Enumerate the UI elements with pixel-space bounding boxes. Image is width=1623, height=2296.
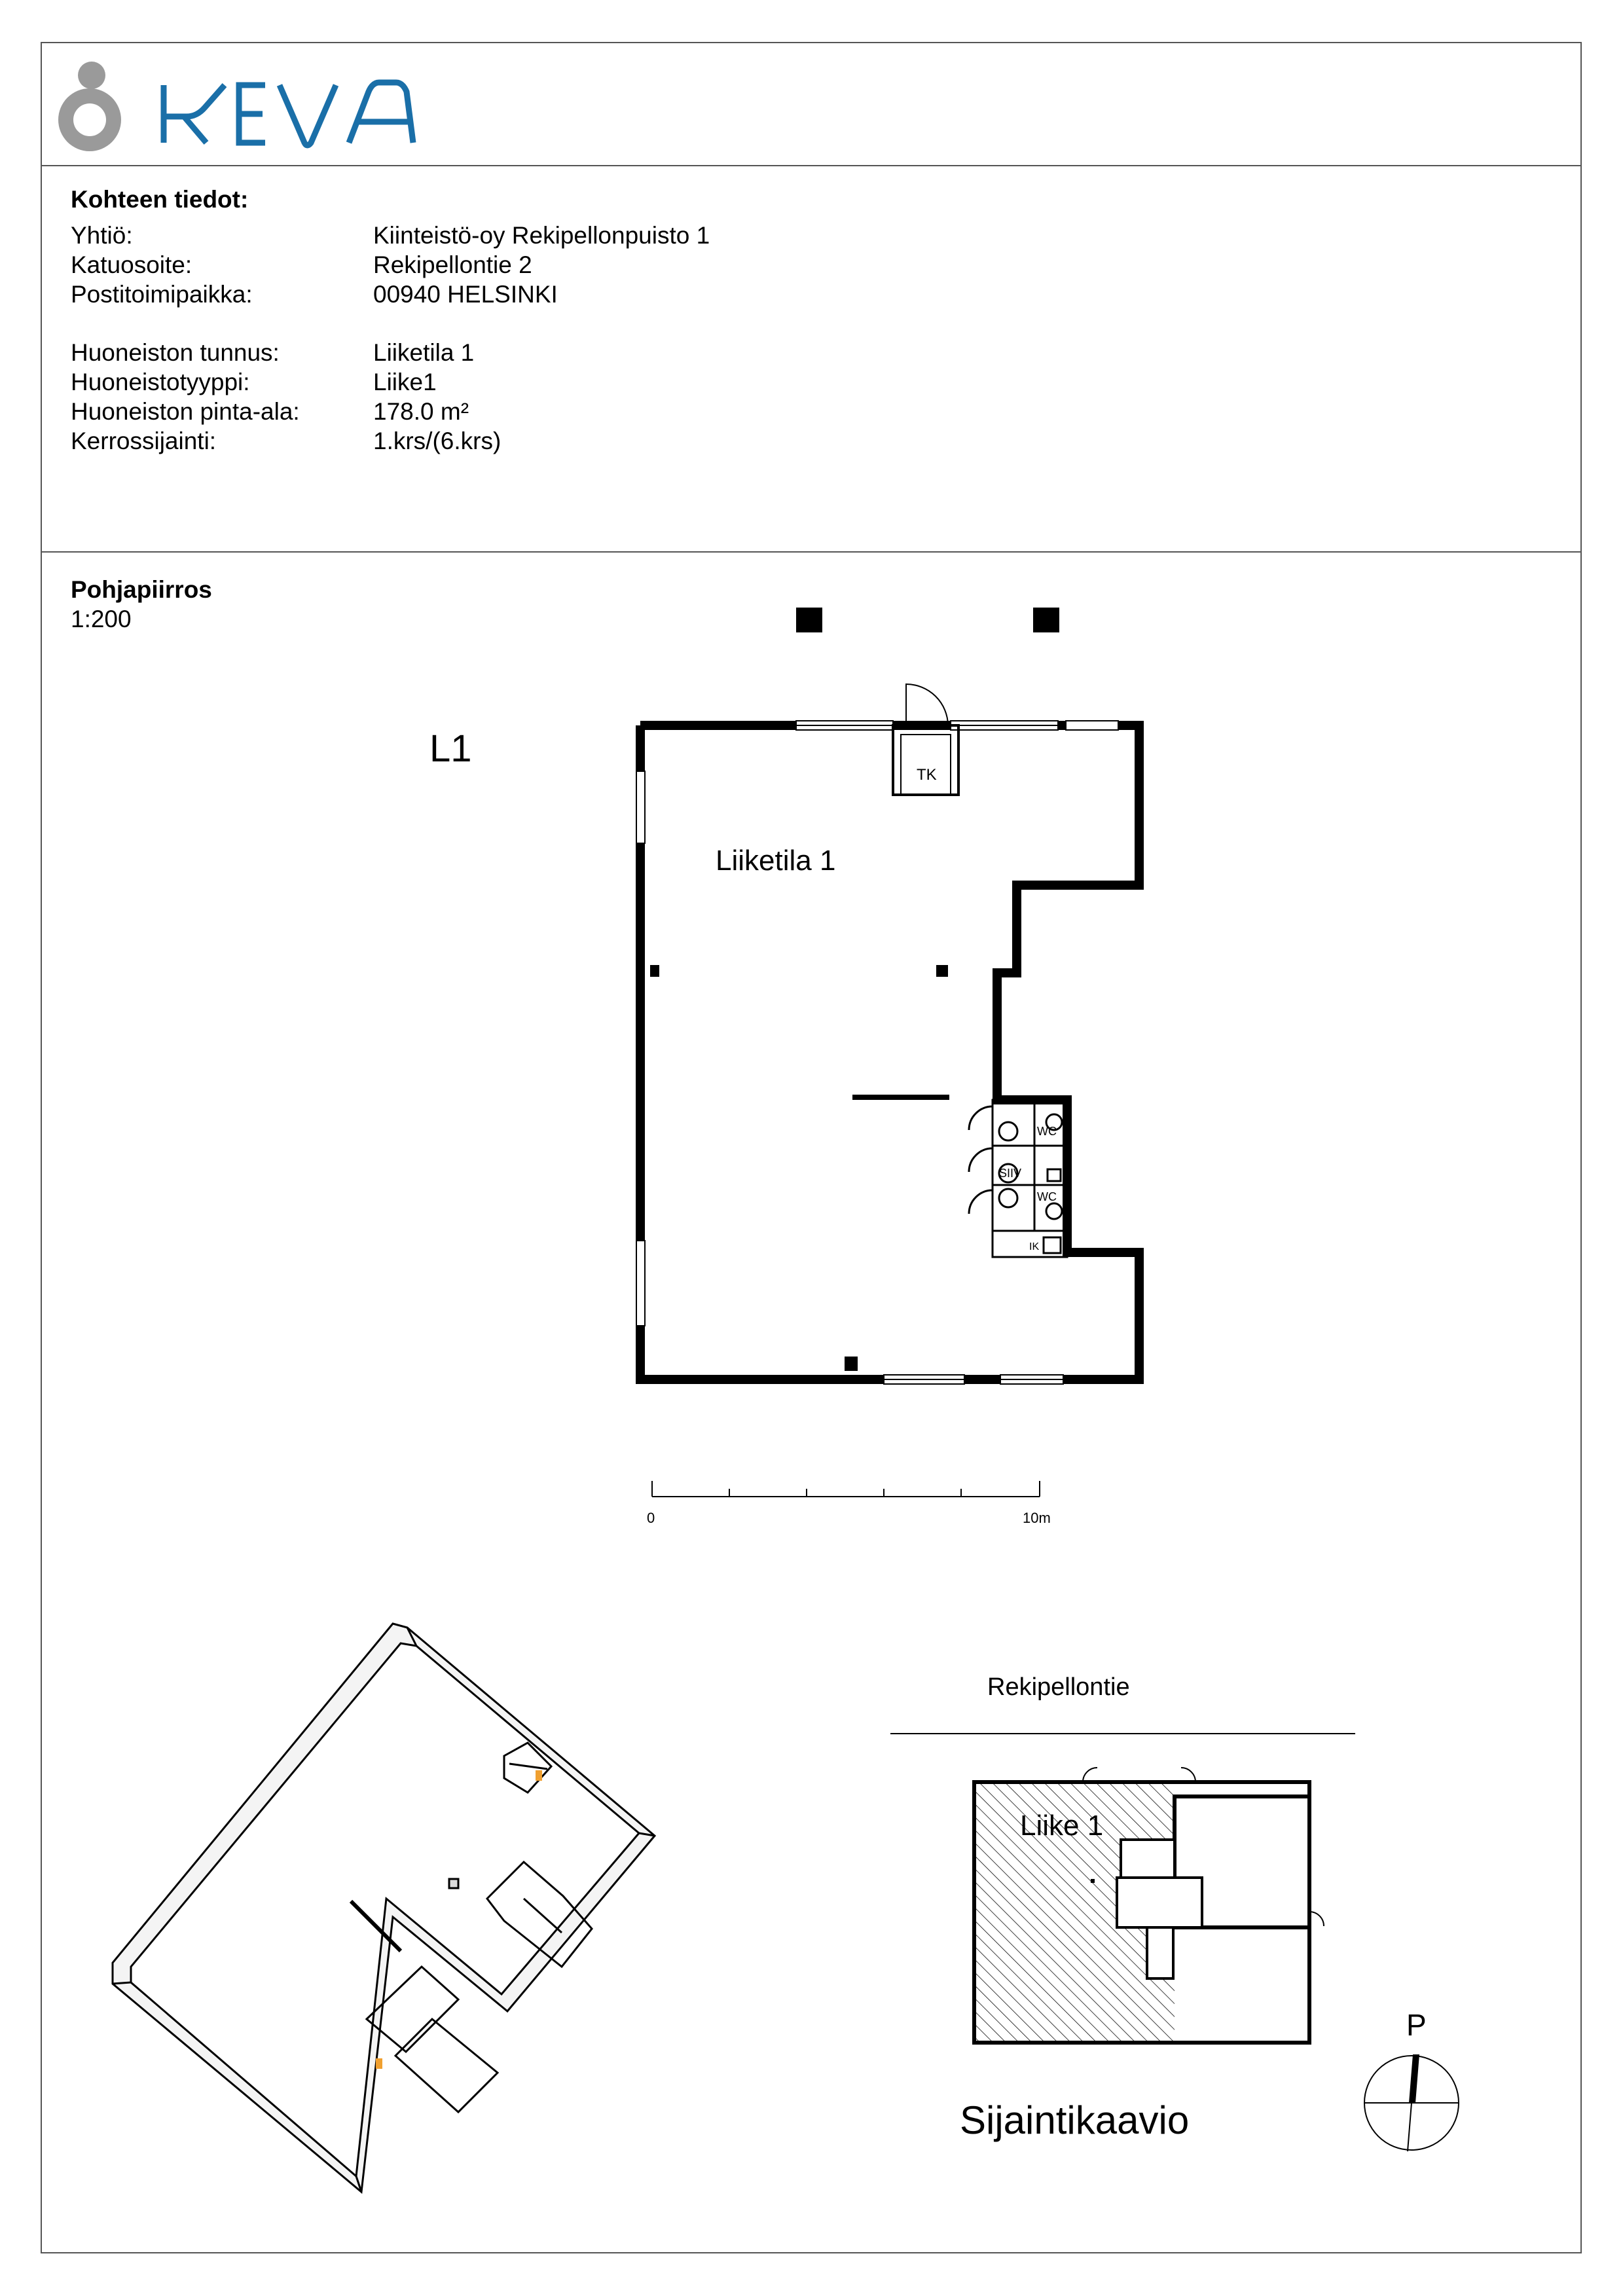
site-title: Sijaintikaavio: [960, 2098, 1190, 2142]
info-row-postal: Postitoimipaikka: 00940 HELSINKI: [71, 281, 558, 308]
plan-scale: 1:200: [71, 606, 132, 632]
siiv-label: SIIV: [999, 1167, 1022, 1180]
wc-label-2: WC: [1037, 1190, 1057, 1203]
room-label: Liiketila 1: [716, 845, 836, 877]
street-label: Rekipellontie: [987, 1673, 1130, 1701]
info-row-unit-id: Huoneiston tunnus: Liiketila 1: [71, 339, 475, 366]
info-row-unit-type: Huoneistotyyppi: Liike1: [71, 369, 437, 395]
wc-label-1: WC: [1037, 1125, 1057, 1138]
location-diagram: [890, 1734, 1355, 2043]
north-arrow: [1364, 2054, 1459, 2151]
info-row-company: Yhtiö: Kiinteistö-oy Rekipellonpuisto 1: [71, 222, 710, 249]
plan-title: Pohjapiirros: [71, 576, 212, 603]
info-row-floor: Kerrossijainti: 1.krs/(6.krs): [71, 428, 501, 454]
floor-plan: [636, 608, 1139, 1384]
scale-bar: [652, 1481, 1040, 1497]
info-title: Kohteen tiedot:: [71, 186, 249, 213]
level-label: L1: [429, 727, 472, 770]
site-unit-label: Liike 1: [1020, 1810, 1104, 1842]
ik-label: IK: [1029, 1241, 1040, 1252]
scalebar-start: 0: [647, 1510, 655, 1526]
info-row-area: Huoneiston pinta-ala: 178.0 m²: [71, 398, 469, 425]
isometric-view: [113, 1624, 655, 2192]
scalebar-end: 10m: [1023, 1510, 1051, 1526]
info-row-address: Katuosoite: Rekipellontie 2: [71, 251, 532, 278]
tk-label: TK: [917, 766, 937, 784]
north-label: P: [1406, 2008, 1427, 2042]
